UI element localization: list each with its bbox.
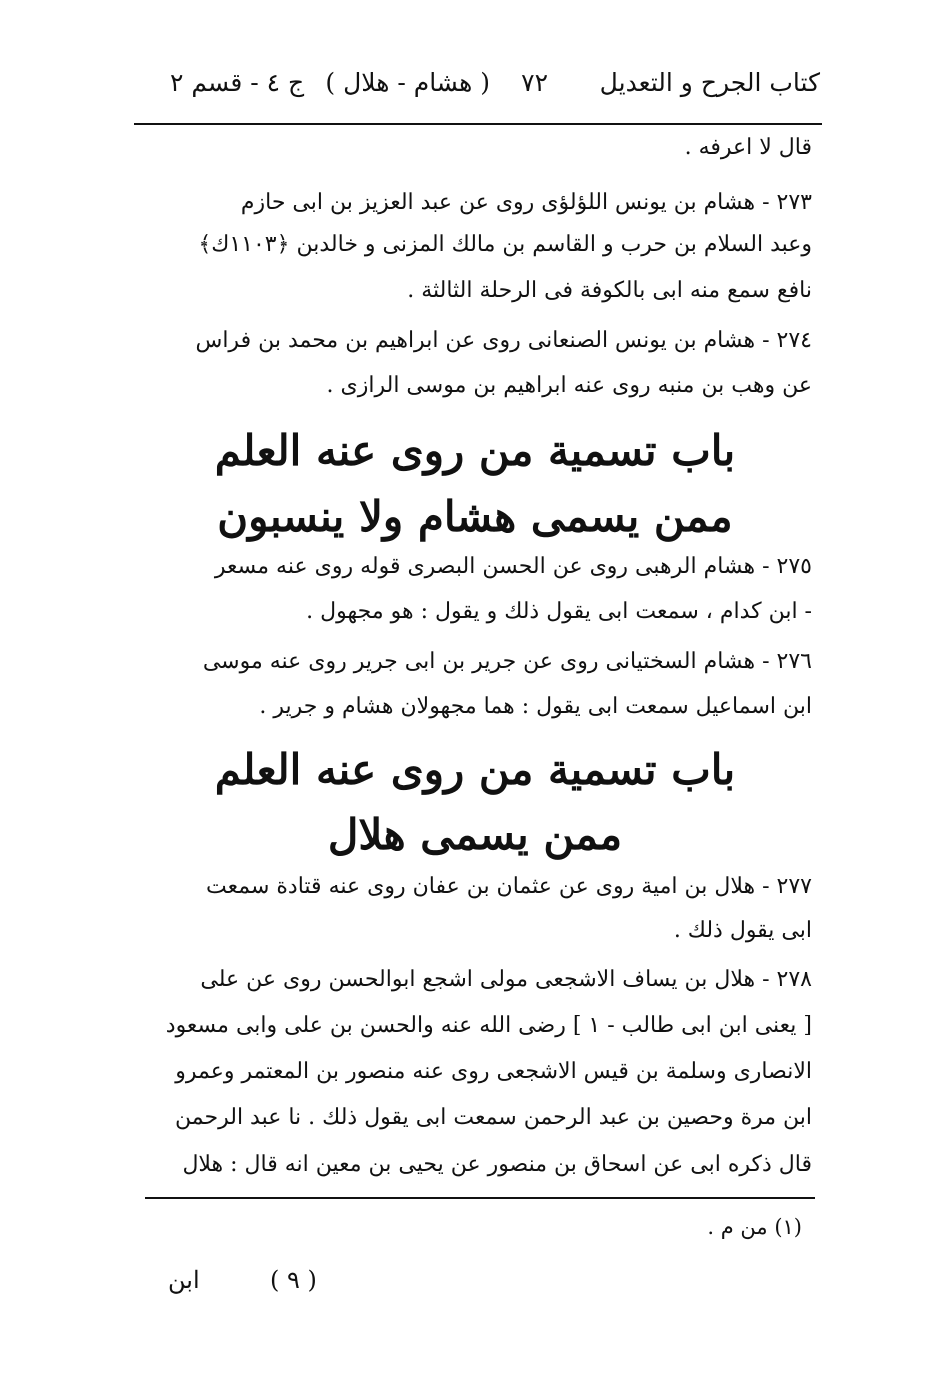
chapter-heading: باب تسمية من روى عنه العلم [214,745,736,794]
chapter-subheading: ممن يسمى هلال [327,810,623,859]
running-header [140,62,820,108]
entry-274-line: ٢٧٤ - هشام بن يونس الصنعانى روى عن ابراهيم بن محمد بن فراس [195,328,812,353]
entry-273-line: نافع سمع منه ابى بالكوفة فى الرحلة الثالثة . [407,278,812,303]
volume-part: ج ٤ - قسم ٢ [170,68,305,97]
entry-273-line: ٢٧٣ - هشام بن يونس اللؤلؤى روى عن عبد العزيز بن ابى حازم [240,190,812,215]
entry-276-line: ٢٧٦ - هشام السختيانى روى عن جرير بن ابى جرير روى عنه موسى [202,649,812,674]
chapter-heading: باب تسمية من روى عنه العلم [214,426,736,475]
entry-275-line: ٢٧٥ - هشام الرهبى روى عن الحسن البصرى قوله روى عنه مسعر [214,554,812,579]
entry-278-line: [ يعنى ابن ابى طالب - ١ ] رضى الله عنه والحسن بن على وابى مسعود [165,1013,812,1038]
entry-278-line: قال ذكره ابى عن اسحاق بن منصور عن يحيى بن معين انه قال : هلال [182,1152,812,1177]
signature-mark: ( ٩ ) [270,1266,317,1294]
book-title: كتاب الجرح و التعديل [599,68,820,97]
entry-273-line: وعبد السلام بن حرب و القاسم بن مالك المزنى و خالدبن ﴿١١٠٣ك﴾ [198,232,812,257]
text-line: قال لا اعرفه . [684,135,812,160]
footnote: (١) من م . [707,1215,802,1239]
entry-278-line: ٢٧٨ - هلال بن يساف الاشجعى مولى اشجع ابوالحسن روى عن على [200,967,812,992]
entry-278-line: الانصارى وسلمة بن قيس الاشجعى روى عنه منصور بن المعتمر وعمرو [175,1059,812,1084]
entry-278-line: ابن مرة وحصين بن عبد الرحمن سمعت ابى يقول ذلك . نا عبد الرحمن [175,1105,812,1130]
chapter-subheading: ممن يسمى هشام ولا ينسبون [217,492,733,541]
page-number: ٧٢ [521,68,548,97]
footnote-rule [145,1197,815,1199]
catchword: ابن [168,1266,200,1294]
header-rule [134,123,822,125]
entry-274-line: عن وهب بن منبه روى عنه ابراهيم بن موسى الرازى . [326,373,812,398]
entry-275-line: - ابن كدام ، سمعت ابى يقول ذلك و يقول : هو مجهول . [306,599,812,624]
section-range: ( هشام - هلال ) [325,68,490,97]
entry-277-line: ٢٧٧ - هلال بن امية روى عن عثمان بن عفان روى عنه قتادة سمعت [206,874,812,899]
entry-277-line: ابى يقول ذلك . [673,918,812,943]
entry-276-line: ابن اسماعيل سمعت ابى يقول : هما مجهولان هشام و جرير . [259,694,812,719]
